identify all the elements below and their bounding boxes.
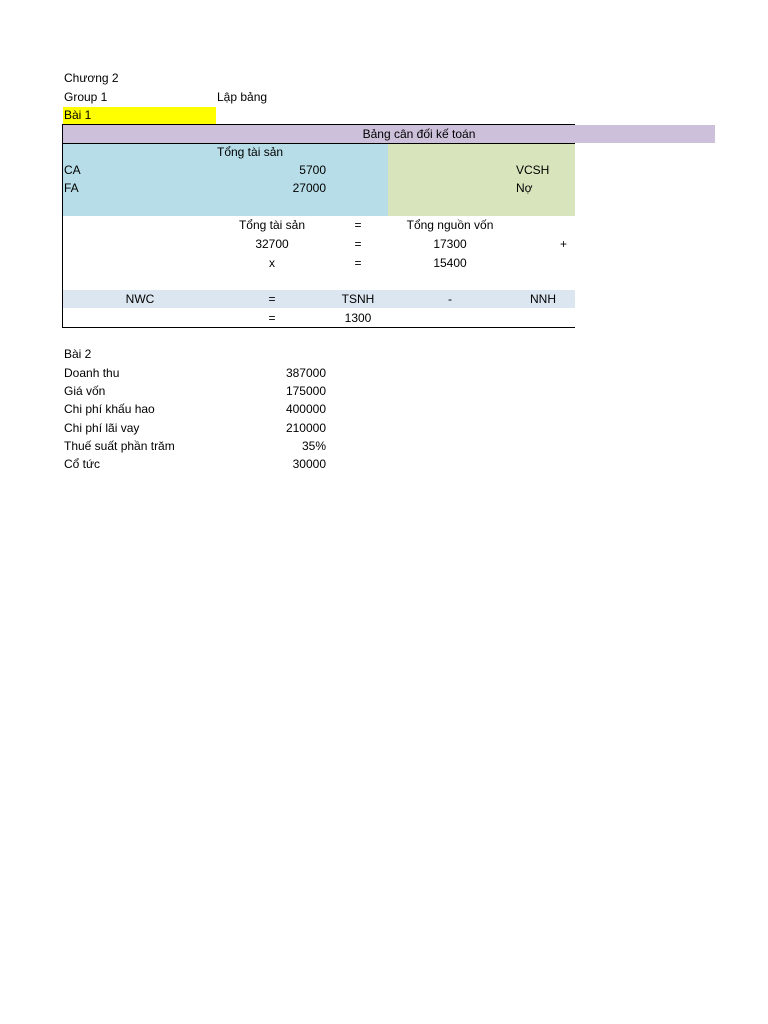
group-label: Group 1 [64,90,108,104]
title-bottom-border [63,143,575,144]
exercise2-row-label: Chi phí khấu hao [64,402,155,416]
exercise2-row-value: 400000 [285,402,326,416]
exercise2-row-value: 35% [301,439,326,453]
nwc-label: NWC [125,292,155,306]
ca-value: 5700 [299,163,326,177]
chapter-label: Chương 2 [64,71,119,85]
exercise2-row-label: Doanh thu [64,366,120,380]
equation-op-1: = [354,218,362,232]
table-bottom-border [63,327,575,328]
nwc-minus: - [448,292,452,306]
assets-header: Tổng tài sản [217,145,284,159]
equation-left-1: Tổng tài sản [238,218,306,232]
nwc-result: 1300 [344,311,372,325]
ca-label: CA [64,163,81,177]
equation-right-3: 15400 [433,256,467,270]
exercise2-row-label: Thuế suất phần trăm [64,439,175,453]
equation-left-2: 32700 [255,237,289,251]
exercise2-row-value: 30000 [292,457,326,471]
nwc-tsnh: TSNH [341,292,375,306]
fa-value: 27000 [292,181,326,195]
equity-label: VCSH [516,163,550,177]
exercise2-row-value: 387000 [285,366,326,380]
debt-label: Nợ [516,181,533,195]
task-label: Lập bảng [217,90,268,104]
liabilities-area [388,143,575,216]
table-top-border [63,124,575,125]
equation-plus: + [560,237,568,251]
equation-op-2: = [354,237,362,251]
table-left-border [62,124,63,328]
exercise2-row-label: Giá vốn [64,384,106,398]
balance-sheet-title: Bảng cân đối kế toán [362,127,476,141]
exercise2-row-value: 210000 [285,421,326,435]
equation-right-2: 17300 [433,237,467,251]
equation-left-3: x [269,256,275,270]
exercise2-row-value: 175000 [285,384,326,398]
equation-op-3: = [354,256,362,270]
equation-right-1: Tổng nguồn vốn [406,218,494,232]
exercise2-row-label: Chi phí lãi vay [64,421,140,435]
fa-label: FA [64,181,79,195]
exercise1-label: Bài 1 [64,108,92,122]
nwc-nnh: NNH [530,292,556,306]
exercise2-row-label: Cổ tức [64,457,101,471]
nwc-eq: = [268,292,276,306]
exercise2-title: Bài 2 [64,347,92,361]
nwc-result-eq: = [268,311,276,325]
